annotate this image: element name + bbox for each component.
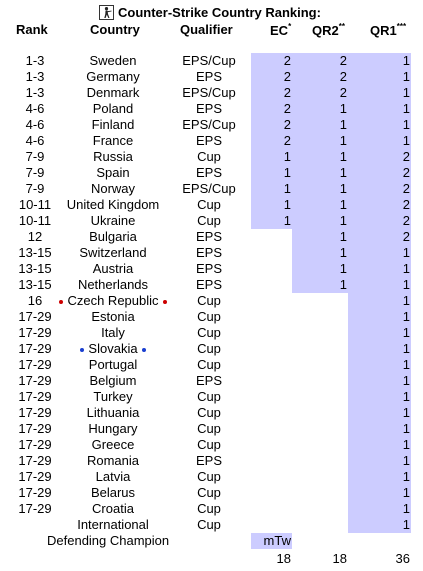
qr1-cell: 1	[402, 309, 410, 324]
marker-dot-icon	[163, 300, 167, 304]
defending-champion-label: Defending Champion	[47, 533, 170, 548]
country-cell: Greece	[91, 437, 135, 452]
qr1-cell: 1	[402, 133, 410, 148]
rank-cell: 7-9	[25, 165, 45, 180]
qr2-cell: 2	[339, 53, 347, 68]
ec-cell	[251, 389, 291, 405]
qr1-cell: 1	[402, 437, 410, 452]
ec-cell	[251, 277, 291, 293]
qualifier-cell: EPS	[195, 229, 222, 244]
title-text: Counter-Strike Country Ranking:	[118, 4, 321, 20]
rank-cell: 17-29	[18, 485, 52, 500]
qr1-cell: 1	[402, 389, 410, 404]
marker-dot-icon	[80, 348, 84, 352]
qualifier-cell: Cup	[197, 405, 221, 420]
ec-cell	[251, 357, 291, 373]
rank-cell: 17-29	[18, 437, 52, 452]
qr1-cell: 1	[402, 453, 410, 468]
rank-cell: 7-9	[25, 149, 45, 164]
rank-cell: 1-3	[25, 85, 45, 100]
qr1-cell: 1	[402, 277, 410, 292]
qualifier-cell: Cup	[197, 325, 221, 340]
qr2-cell: 2	[339, 69, 347, 84]
ec-cell	[251, 421, 291, 437]
qr1-cell: 1	[402, 53, 410, 68]
qr2-cell	[292, 341, 347, 357]
qualifier-cell: Cup	[197, 357, 221, 372]
country-cell: Finland	[91, 117, 135, 132]
qr2-cell: 1	[339, 245, 347, 260]
rank-cell: 4-6	[25, 101, 45, 116]
ec-cell	[251, 245, 291, 261]
qr1-cell: 1	[402, 325, 410, 340]
rank-cell: 17-29	[18, 325, 52, 340]
qualifier-cell: Cup	[197, 309, 221, 324]
country-cell: Lithuania	[86, 405, 140, 420]
country-cell: Belgium	[89, 373, 137, 388]
country-cell: Russia	[93, 149, 133, 164]
qr2-cell: 1	[339, 197, 347, 212]
qualifier-cell: Cup	[197, 149, 221, 164]
country-cell: Spain	[96, 165, 130, 180]
qr1-cell: 1	[402, 245, 410, 260]
qualifier-cell: Cup	[197, 197, 221, 212]
qr1-cell: 1	[402, 485, 410, 500]
qr1-cell: 2	[402, 213, 410, 228]
qr2-cell	[292, 309, 347, 325]
qr2-cell	[292, 421, 347, 437]
qr1-cell: 1	[402, 469, 410, 484]
country-cell: Sweden	[89, 53, 137, 68]
qr1-cell: 1	[402, 341, 410, 356]
country-cell: Croatia	[92, 501, 134, 516]
qualifier-cell: Cup	[197, 469, 221, 484]
defending-champion-ec: mTw	[263, 533, 291, 548]
header-ec: EC*	[270, 22, 292, 38]
qualifier-cell: EPS/Cup	[182, 181, 236, 196]
country-cell: Romania	[86, 453, 140, 468]
ec-cell: 2	[283, 101, 291, 116]
qr2-cell: 1	[339, 117, 347, 132]
country-cell: Netherlands	[77, 277, 149, 292]
qualifier-cell: EPS/Cup	[182, 53, 236, 68]
ec-cell: 2	[283, 133, 291, 148]
table-title	[99, 4, 321, 20]
qr2-cell: 2	[339, 85, 347, 100]
qualifier-cell: Cup	[197, 485, 221, 500]
ec-cell: 1	[283, 181, 291, 196]
qualifier-cell: Cup	[197, 501, 221, 516]
ec-cell: 1	[283, 165, 291, 180]
ec-cell	[251, 485, 291, 501]
qr2-cell: 1	[339, 149, 347, 164]
rank-cell: 7-9	[25, 181, 45, 196]
rank-cell: 17-29	[18, 341, 52, 356]
qualifier-cell: Cup	[197, 517, 221, 532]
qr2-cell	[292, 469, 347, 485]
qr2-cell: 1	[339, 213, 347, 228]
qr1-cell: 1	[402, 501, 410, 516]
qr1-cell: 2	[402, 181, 410, 196]
country-cell: Hungary	[88, 421, 138, 436]
rank-cell: 17-29	[18, 501, 52, 516]
rank-cell: 4-6	[25, 133, 45, 148]
country-cell: Switzerland	[79, 245, 147, 260]
qr1-cell: 1	[402, 293, 410, 308]
qr2-cell	[292, 389, 347, 405]
qr1-cell: 2	[402, 165, 410, 180]
country-name: Czech Republic	[67, 293, 159, 308]
rank-cell: 10-11	[18, 213, 52, 228]
header-qr2: QR2**	[312, 22, 345, 38]
rank-cell: 13-15	[18, 245, 52, 260]
rank-cell: 17-29	[18, 357, 52, 372]
total-ec: 18	[276, 551, 291, 566]
qualifier-cell: EPS	[195, 373, 222, 388]
marker-dot-icon	[142, 348, 146, 352]
country-cell: Ukraine	[90, 213, 136, 228]
qr2-cell: 1	[339, 165, 347, 180]
qr2-cell: 1	[339, 277, 347, 292]
qualifier-cell: EPS	[195, 277, 222, 292]
country-cell: Turkey	[93, 389, 133, 404]
qr1-cell: 1	[402, 373, 410, 388]
qr2-cell	[292, 501, 347, 517]
qr2-cell: 1	[339, 229, 347, 244]
rank-cell: 4-6	[25, 117, 45, 132]
ec-cell	[251, 501, 291, 517]
qualifier-cell: Cup	[197, 437, 221, 452]
qr2-cell: 1	[339, 181, 347, 196]
ec-cell: 2	[283, 85, 291, 100]
country-cell: Bulgaria	[89, 229, 137, 244]
qualifier-cell: EPS	[195, 69, 222, 84]
qualifier-cell: EPS/Cup	[182, 85, 236, 100]
country-cell: United Kingdom	[66, 197, 160, 212]
rank-cell: 17-29	[18, 469, 52, 484]
ec-cell: 1	[283, 213, 291, 228]
ec-cell	[251, 405, 291, 421]
qualifier-cell: EPS/Cup	[182, 117, 236, 132]
qualifier-cell: EPS	[195, 245, 222, 260]
rank-cell: 17-29	[18, 405, 52, 420]
ec-cell: 2	[283, 117, 291, 132]
qr2-cell	[292, 485, 347, 501]
qr1-cell: 1	[402, 101, 410, 116]
qr1-cell: 2	[402, 149, 410, 164]
qr2-cell: 1	[339, 101, 347, 116]
qualifier-cell: Cup	[197, 293, 221, 308]
country-cell	[43, 293, 183, 309]
country-cell: Belarus	[90, 485, 136, 500]
qr2-cell: 1	[339, 133, 347, 148]
qr1-cell: 1	[402, 405, 410, 420]
rank-cell: 17-29	[18, 453, 52, 468]
qr1-cell: 1	[402, 517, 410, 532]
qualifier-cell: Cup	[197, 389, 221, 404]
qr1-cell: 1	[402, 357, 410, 372]
rank-cell: 1-3	[25, 69, 45, 84]
ec-cell	[251, 229, 291, 245]
qr1-cell: 2	[402, 229, 410, 244]
qualifier-cell: Cup	[197, 421, 221, 436]
qualifier-cell: EPS	[195, 101, 222, 116]
rank-cell: 17-29	[18, 389, 52, 404]
country-cell: Italy	[101, 325, 125, 340]
rank-cell: 16	[27, 293, 43, 308]
country-cell: Norway	[90, 181, 136, 196]
qualifier-cell: Cup	[197, 341, 221, 356]
header-qualifier: Qualifier	[180, 22, 233, 37]
ec-cell	[251, 293, 291, 309]
qr2-cell	[292, 293, 347, 309]
ec-cell	[251, 373, 291, 389]
country-cell: Austria	[92, 261, 134, 276]
qr2-cell	[292, 405, 347, 421]
rank-cell: 10-11	[18, 197, 52, 212]
country-cell: Denmark	[86, 85, 140, 100]
ec-cell	[251, 469, 291, 485]
ec-cell: 2	[283, 53, 291, 68]
country-cell: International	[77, 517, 149, 532]
rank-cell: 13-15	[18, 261, 52, 276]
qualifier-cell: Cup	[197, 213, 221, 228]
qr2-cell	[292, 437, 347, 453]
country-cell: Poland	[92, 101, 134, 116]
qr2-cell	[292, 453, 347, 469]
ec-cell	[251, 261, 291, 277]
country-cell: Latvia	[95, 469, 131, 484]
rank-cell: 17-29	[18, 309, 52, 324]
qr1-cell: 1	[402, 85, 410, 100]
ec-cell	[251, 453, 291, 469]
total-qr1: 36	[395, 551, 410, 566]
country-cell	[43, 341, 183, 357]
qr2-cell	[292, 357, 347, 373]
country-cell: Portugal	[88, 357, 138, 372]
counter-strike-logo-icon	[99, 5, 114, 20]
ec-cell	[251, 437, 291, 453]
ec-cell	[251, 341, 291, 357]
qualifier-cell: EPS	[195, 261, 222, 276]
qualifier-cell: EPS	[195, 165, 222, 180]
header-rank: Rank	[16, 22, 48, 37]
qr2-cell	[292, 517, 347, 533]
header-country: Country	[90, 22, 140, 37]
rank-cell: 13-15	[18, 277, 52, 292]
qualifier-cell: EPS	[195, 453, 222, 468]
country-name: Slovakia	[88, 341, 138, 356]
rank-cell: 12	[27, 229, 43, 244]
ec-cell	[251, 309, 291, 325]
rank-cell: 17-29	[18, 421, 52, 436]
qr2-cell	[292, 325, 347, 341]
qr1-cell: 1	[402, 117, 410, 132]
country-cell: Estonia	[91, 309, 135, 324]
header-qr1: QR1***	[370, 22, 407, 38]
qr2-cell	[292, 373, 347, 389]
country-cell: Germany	[86, 69, 140, 84]
rank-cell: 1-3	[25, 53, 45, 68]
rank-cell: 17-29	[18, 373, 52, 388]
qr1-cell: 1	[402, 421, 410, 436]
marker-dot-icon	[59, 300, 63, 304]
qr1-cell: 1	[402, 69, 410, 84]
ec-cell: 2	[283, 69, 291, 84]
qualifier-cell: EPS	[195, 133, 222, 148]
ec-cell: 1	[283, 197, 291, 212]
total-qr2: 18	[332, 551, 347, 566]
qr1-cell: 1	[402, 261, 410, 276]
qr1-cell: 2	[402, 197, 410, 212]
ec-cell	[251, 517, 291, 533]
country-cell: France	[92, 133, 134, 148]
ec-cell: 1	[283, 149, 291, 164]
qr2-cell: 1	[339, 261, 347, 276]
ec-cell	[251, 325, 291, 341]
